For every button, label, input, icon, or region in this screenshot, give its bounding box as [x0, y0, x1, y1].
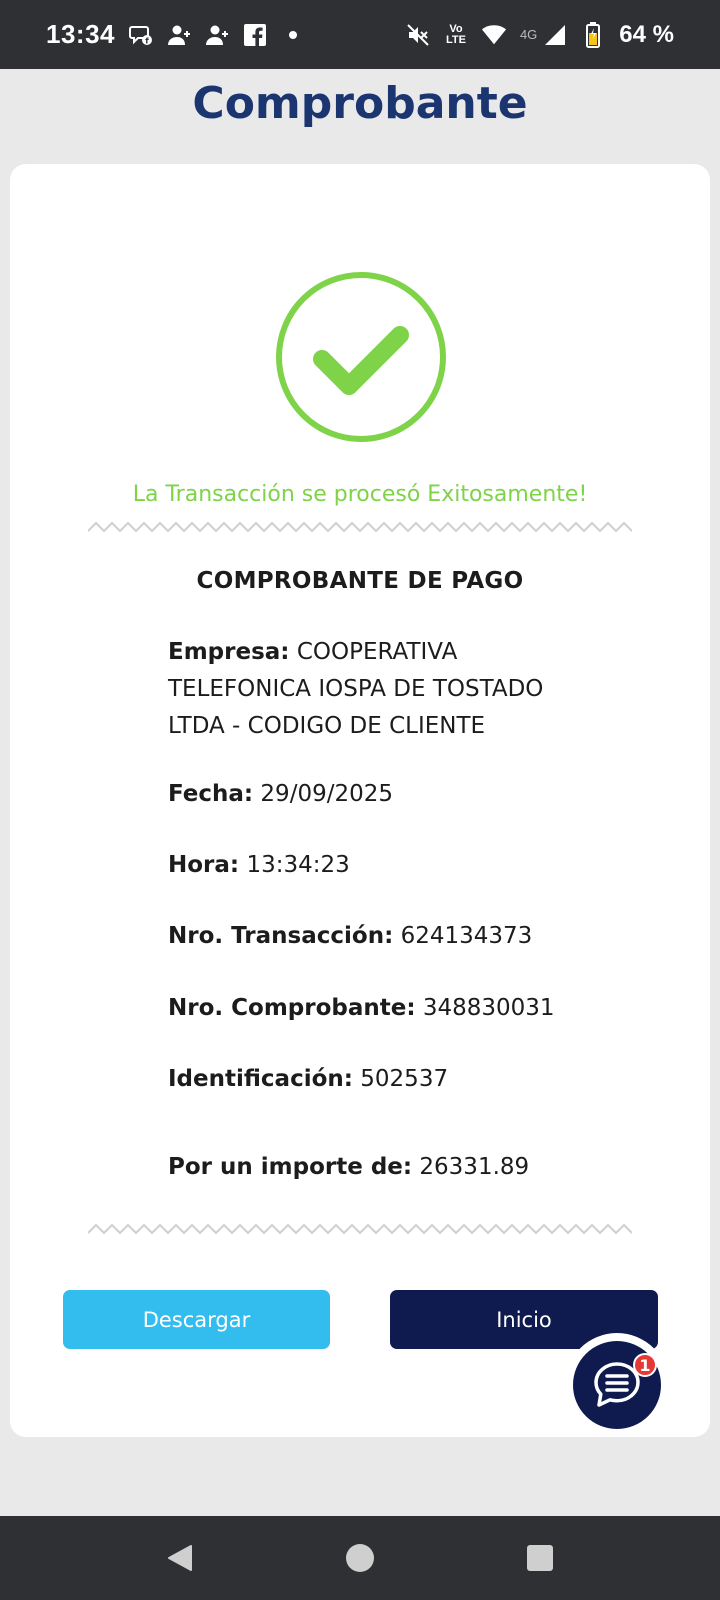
home-nav-button[interactable]: [340, 1538, 380, 1578]
comprobante-label: Nro. Comprobante:: [168, 995, 416, 1021]
status-right: [406, 21, 674, 49]
status-bar: [0, 0, 720, 69]
back-icon: [165, 1543, 195, 1573]
row-importe: [168, 1149, 568, 1186]
success-message: La Transacción se procesó Exitosamente!: [132, 482, 588, 507]
chat-notification-badge: 1: [633, 1353, 657, 1377]
home-button[interactable]: Inicio: [390, 1290, 658, 1349]
status-left: [46, 19, 305, 50]
back-button[interactable]: [160, 1538, 200, 1578]
status-time: 13:34: [46, 19, 115, 49]
mute-icon: [406, 23, 430, 47]
chat-button[interactable]: [565, 1333, 669, 1437]
recents-icon: [526, 1544, 554, 1572]
recents-button[interactable]: [520, 1538, 560, 1578]
home-circle-icon: [345, 1543, 375, 1573]
download-button[interactable]: Descargar: [63, 1290, 330, 1349]
row-comprobante: [168, 990, 568, 1027]
hora-value: 13:34:23: [246, 852, 350, 878]
more-notifications-dot-icon: [281, 23, 305, 47]
empresa-label: Empresa:: [168, 639, 290, 665]
volte-icon: Vo LTE: [445, 22, 466, 46]
fecha-value: 29/09/2025: [260, 781, 393, 807]
empresa-value: COOPERATIVA TELEFONICA IOSPA DE TOSTADO LTDA - CODIGO DE CLIENTE: [168, 639, 544, 739]
fecha-label: Fecha:: [168, 781, 254, 807]
facebook-icon: [243, 23, 267, 47]
row-identificacion: [168, 1061, 568, 1098]
zigzag-divider: [88, 520, 632, 534]
add-contact-icon: [167, 23, 191, 47]
row-empresa: [168, 634, 568, 745]
comprobante-value: 348830031: [422, 995, 555, 1021]
importe-label: Por un importe de:: [168, 1154, 413, 1180]
success-check-icon: [272, 268, 450, 446]
cell-signal-icon: [543, 23, 567, 47]
battery-percentage: 64 %: [619, 20, 674, 48]
zigzag-divider: [88, 1222, 632, 1236]
row-fecha: [168, 776, 568, 813]
identificacion-value: 502537: [360, 1066, 449, 1092]
hora-label: Hora:: [168, 852, 240, 878]
network-type-label: 4G: [519, 27, 538, 42]
system-nav-bar: [0, 1516, 720, 1600]
importe-value: 26331.89: [419, 1154, 530, 1180]
row-hora: [168, 847, 568, 884]
battery-icon: [581, 23, 605, 47]
messenger-notification-icon: [129, 23, 153, 47]
transaccion-value: 624134373: [400, 923, 533, 949]
receipt-card: [10, 164, 710, 1437]
receipt-title: COMPROBANTE DE PAGO: [196, 568, 524, 594]
add-contact-icon: [205, 23, 229, 47]
page-title: Comprobante: [192, 78, 528, 129]
identificacion-label: Identificación:: [168, 1066, 353, 1092]
svg-text:f: f: [145, 36, 149, 45]
transaccion-label: Nro. Transacción:: [168, 923, 394, 949]
row-transaccion: [168, 918, 568, 955]
wifi-icon: [482, 23, 506, 47]
